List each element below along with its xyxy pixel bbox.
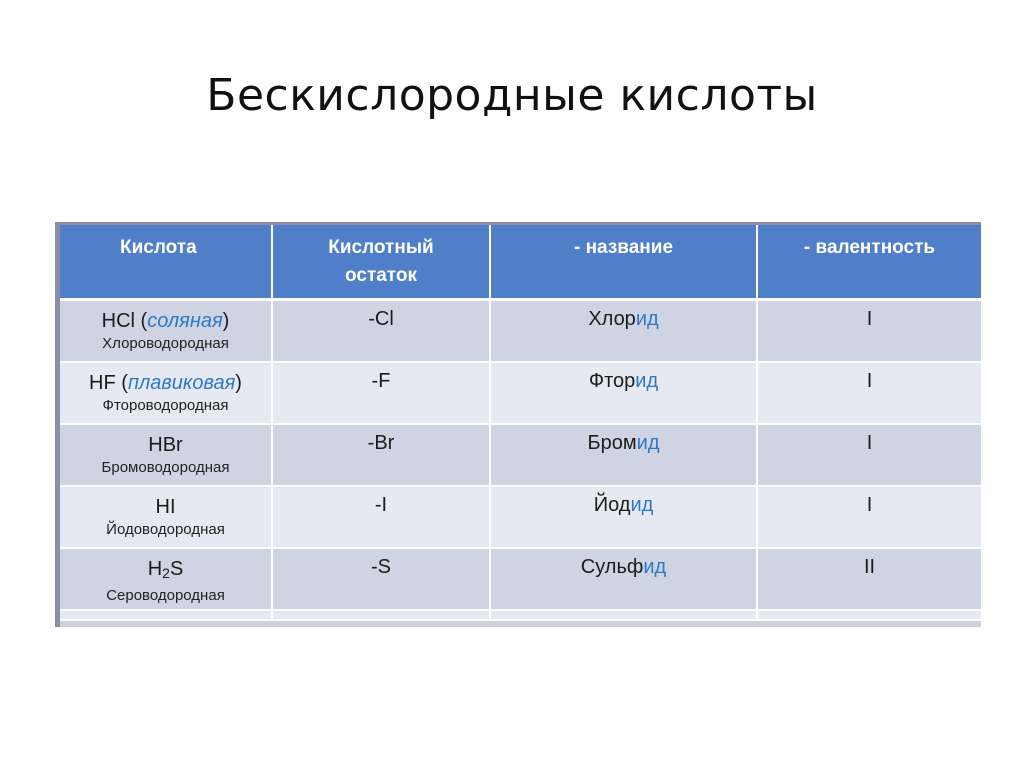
- slide-title: Бескислородные кислоты: [206, 70, 818, 121]
- valence-cell: I: [757, 486, 981, 548]
- acid-cell: [60, 300, 272, 362]
- table-row: [60, 362, 981, 424]
- residue-cell: -Br: [272, 424, 490, 486]
- salt-name-root: Сульф: [580, 555, 644, 578]
- salt-name-root: Хлор: [588, 308, 636, 330]
- acid-formula: HI: [155, 495, 176, 518]
- acid-formula: HBr: [148, 433, 183, 456]
- salt-name-suffix: ид: [643, 555, 667, 578]
- acids-table-frame: [55, 222, 981, 627]
- table-row: [60, 300, 981, 362]
- salt-name-cell: [490, 486, 757, 548]
- salt-name-suffix: ид: [635, 369, 659, 392]
- header-residue-line2: остаток: [345, 265, 417, 286]
- empty-cell: [757, 610, 981, 620]
- valence-cell: I: [757, 300, 981, 362]
- empty-cell: [272, 610, 490, 620]
- acid-name: Сероводородная: [106, 586, 225, 604]
- formula-base: H: [147, 557, 163, 580]
- valence-cell: II: [757, 548, 981, 610]
- header-valence: - валентность: [757, 225, 981, 300]
- acids-table: [60, 225, 981, 621]
- residue-cell: -F: [272, 362, 490, 424]
- salt-name-cell: [490, 300, 757, 362]
- acid-cell: [60, 424, 272, 486]
- valence-cell: I: [757, 362, 981, 424]
- alt-close: ): [235, 371, 242, 394]
- acid-name: Фтороводородная: [102, 396, 229, 414]
- formula-text: HCl: [101, 310, 135, 332]
- salt-name-root: Бром: [587, 431, 637, 454]
- salt-name-suffix: ид: [635, 308, 659, 330]
- residue-cell: -Cl: [272, 300, 490, 362]
- salt-name-cell: [490, 362, 757, 424]
- empty-cell: [490, 610, 757, 620]
- alt-close: ): [222, 310, 230, 332]
- acid-name: Йодоводородная: [106, 520, 225, 538]
- alt-open: (: [134, 310, 148, 332]
- acid-name: Бромоводородная: [101, 458, 230, 476]
- residue-cell: -I: [272, 486, 490, 548]
- header-acid: Кислота: [60, 225, 272, 300]
- header-residue-line1: Кислотный: [328, 237, 434, 258]
- acid-cell: [60, 486, 272, 548]
- table-row: [60, 486, 981, 548]
- formula-text: HF: [89, 371, 116, 394]
- salt-name-suffix: ид: [636, 431, 660, 454]
- salt-name-root: Йод: [593, 493, 631, 516]
- table-row-empty: [60, 610, 981, 620]
- header-residue: [272, 225, 490, 300]
- alt-open: (: [115, 371, 128, 394]
- alt-name: соляная: [147, 310, 223, 332]
- residue-cell: -S: [272, 548, 490, 610]
- acid-cell: [60, 362, 272, 424]
- formula-subscript: 2: [162, 564, 170, 581]
- valence-cell: I: [757, 424, 981, 486]
- table-header-row: [60, 225, 981, 300]
- header-name: - название: [490, 225, 757, 300]
- formula-tail: S: [169, 557, 184, 580]
- salt-name-cell: [490, 424, 757, 486]
- alt-name: плавиковая: [127, 371, 236, 394]
- empty-cell: [60, 610, 272, 620]
- salt-name-cell: [490, 548, 757, 610]
- table-row: [60, 548, 981, 610]
- acid-cell: [60, 548, 272, 610]
- acid-name: Хлороводородная: [102, 335, 229, 352]
- acid-formula: [64, 556, 267, 586]
- salt-name-root: Фтор: [588, 369, 636, 392]
- acid-formula: [64, 308, 267, 334]
- table-row: [60, 424, 981, 486]
- acid-formula: [64, 370, 267, 396]
- salt-name-suffix: ид: [630, 493, 654, 516]
